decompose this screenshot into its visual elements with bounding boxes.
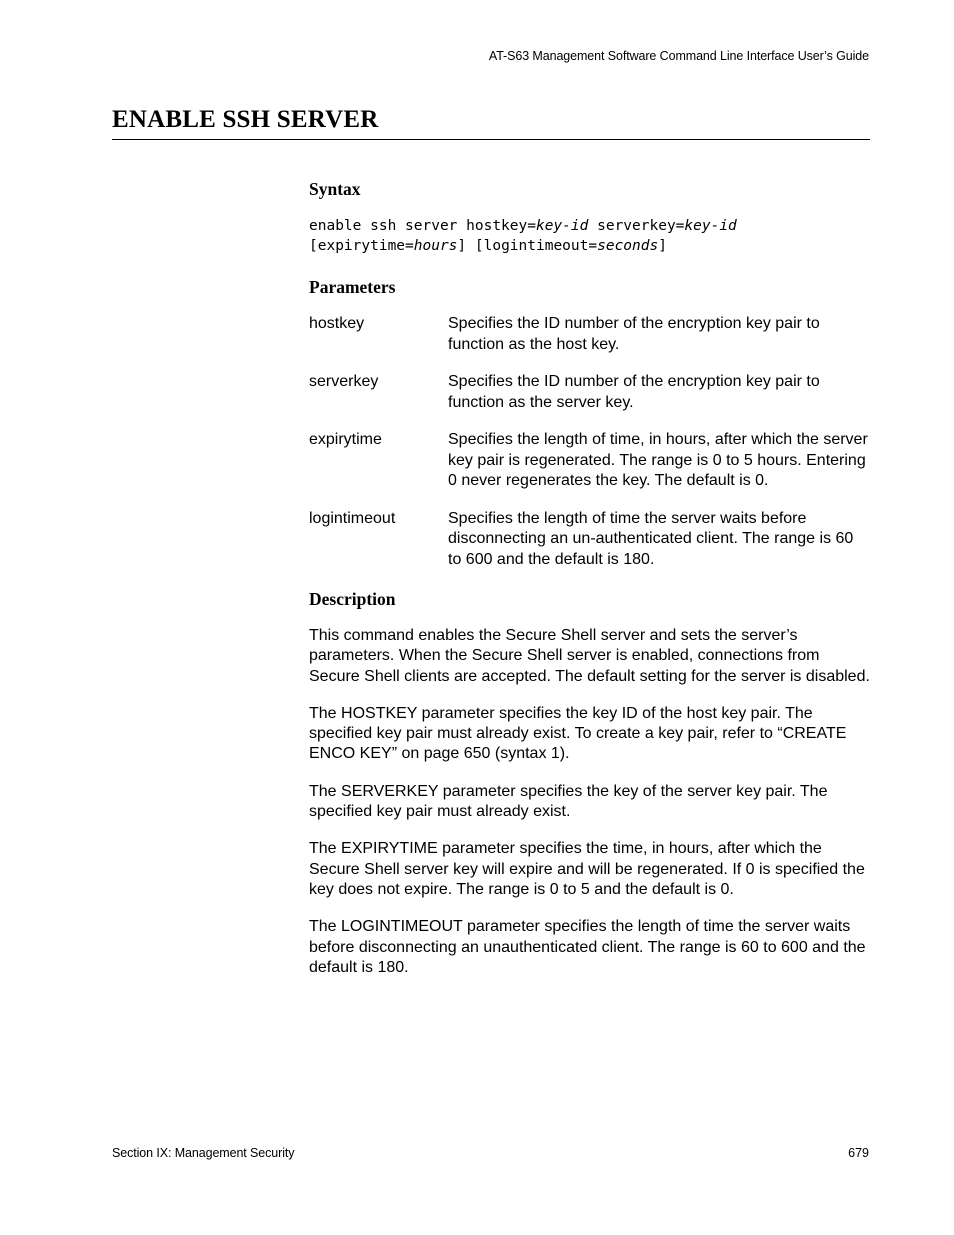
footer-page-number: 679 <box>848 1146 869 1160</box>
parameter-description: Specifies the length of time, in hours, after which the server key pair is regenerated. The range is 0 to 5 hours. Entering 0 never regenerates the key. The default is 0. <box>448 431 868 489</box>
parameter-description: Specifies the ID number of the encryption key pair to function as the server key. <box>448 373 820 411</box>
syntax-heading: Syntax <box>309 179 361 199</box>
parameter-row <box>309 509 871 571</box>
syntax-variable: seconds <box>597 238 659 254</box>
description-paragraph: This command enables the Secure Shell server and sets the server’s parameters. When the Secure Shell server is enabled, connections from Secure Shell clients are accepted. The default setting for the server is disabled. <box>309 627 870 685</box>
parameter-name: logintimeout <box>309 509 396 527</box>
parameter-name: serverkey <box>309 373 379 390</box>
title-rule <box>112 139 870 140</box>
syntax-block <box>309 216 871 256</box>
parameter-description: Specifies the ID number of the encryption key pair to function as the host key. <box>448 315 820 353</box>
page-title: ENABLE SSH SERVER <box>112 106 379 133</box>
body-column <box>309 178 871 995</box>
parameter-description: Specifies the length of time the server waits before disconnecting an un-authenticated client. The range is 60 to 600 and the default is 180. <box>448 509 854 568</box>
syntax-variable: key-id <box>535 218 589 234</box>
syntax-text: ] [logintimeout= <box>457 238 598 254</box>
syntax-text: [expirytime= <box>309 238 414 254</box>
parameter-list <box>309 314 871 570</box>
syntax-text: serverkey= <box>588 218 685 234</box>
description-paragraph: The LOGINTIMEOUT parameter specifies the length of time the server waits before disconnecting an unauthenticated client. The range is 60 to 600 and the default is 180. <box>309 918 866 976</box>
description-heading: Description <box>309 589 396 609</box>
syntax-text: enable ssh server hostkey= <box>309 218 536 234</box>
description-paragraph: The EXPIRYTIME parameter specifies the time, in hours, after which the Secure Shell server key will expire and will be regenerated. If 0 is specified the key does not expire. The range is 0 to 5 and the default is 0. <box>309 840 865 898</box>
parameter-name: hostkey <box>309 315 365 332</box>
syntax-variable: hours <box>413 238 458 254</box>
description-paragraph: The HOSTKEY parameter specifies the key ID of the host key pair. The specified key pair must already exist. To create a key pair, refer to “CREATE ENCO KEY” on page 650 (syntax 1). <box>309 704 847 763</box>
parameter-row <box>309 314 871 355</box>
description-body <box>309 626 871 978</box>
parameters-heading: Parameters <box>309 277 396 297</box>
syntax-text: ] <box>658 238 667 254</box>
running-header: AT-S63 Management Software Command Line Interface User’s Guide <box>488 49 869 63</box>
parameter-row <box>309 430 871 492</box>
syntax-variable: key-id <box>684 218 737 234</box>
parameter-row <box>309 372 871 413</box>
parameter-name: expirytime <box>309 431 382 448</box>
description-paragraph: The SERVERKEY parameter specifies the key of the server key pair. The specified key pair must already exist. <box>309 782 828 821</box>
footer-section: Section IX: Management Security <box>112 1146 295 1160</box>
